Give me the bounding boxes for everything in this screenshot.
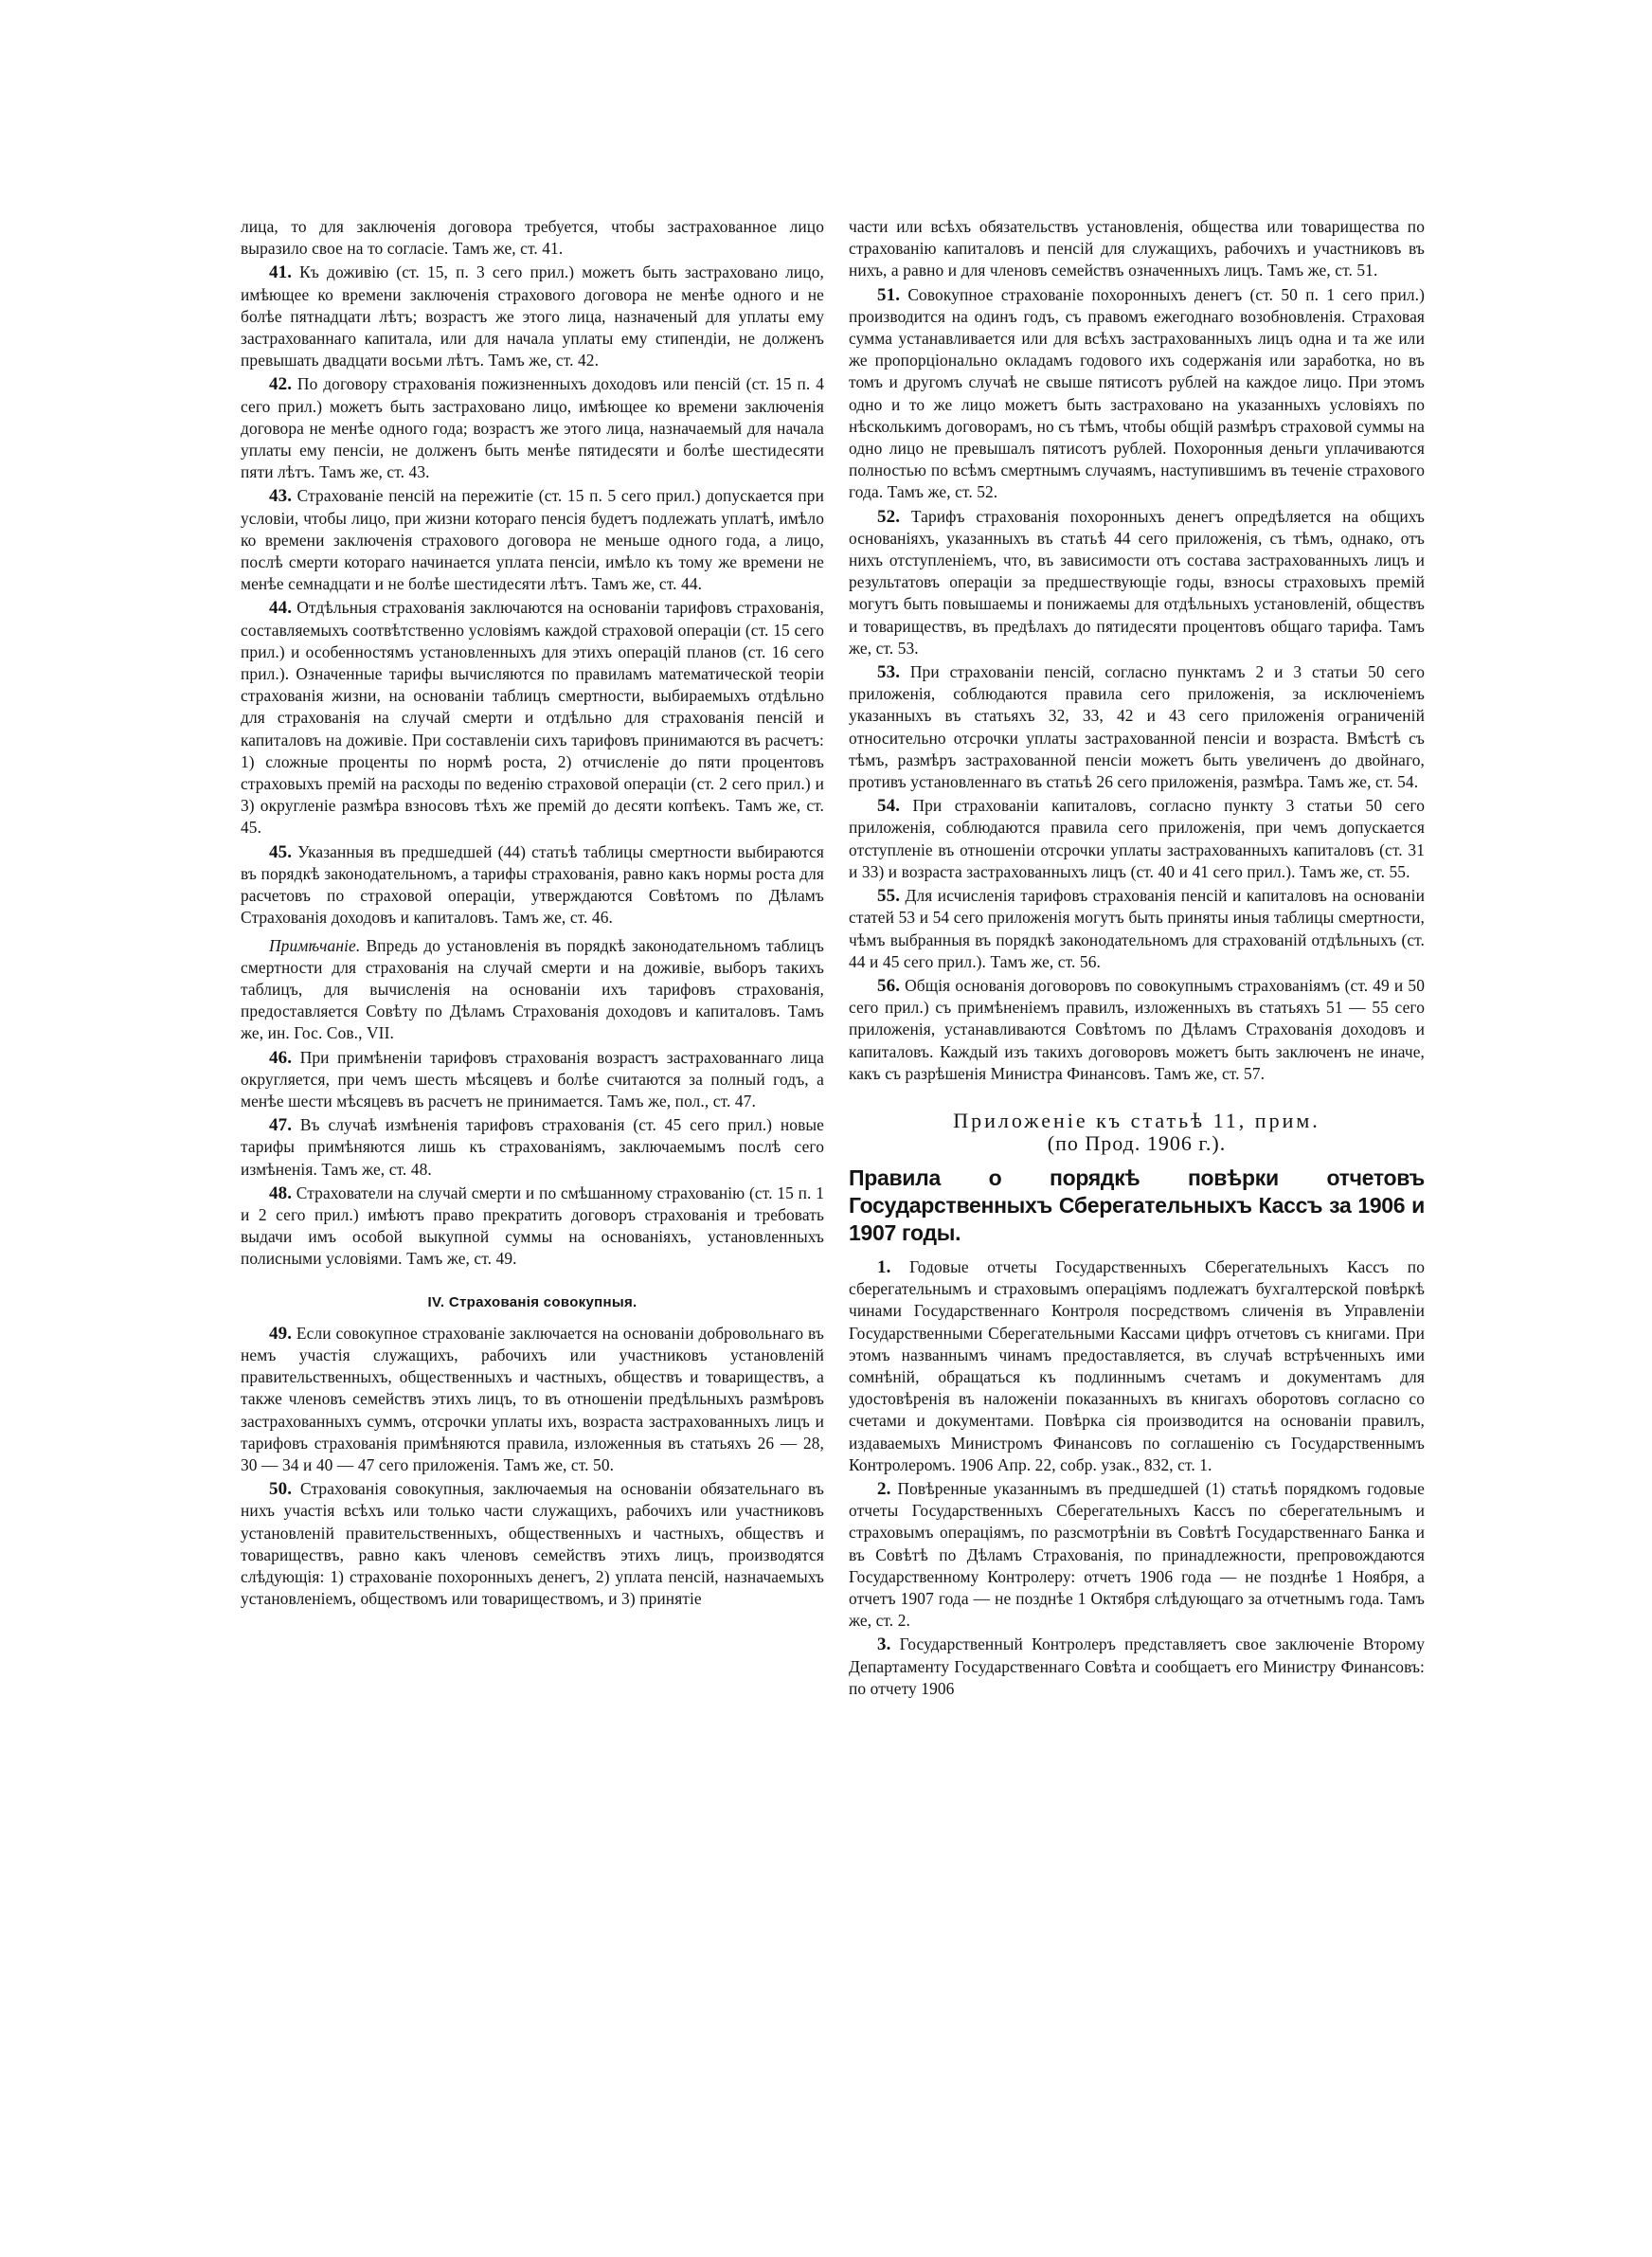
article-44: [241, 597, 824, 839]
article-56: [849, 975, 1425, 1085]
article-text: Государственный Контролеръ представляетъ свое заключеніе Второму Департаменту Государственнаго Совѣта и сообщаетъ его Министру Финансовъ: по отчету 1906: [849, 1634, 1425, 1698]
article-number: 47.: [269, 1115, 293, 1136]
article-text: Если совокупное страхованіе заключается на основаніи добровольнаго въ немъ участія служащихъ, рабочихъ или участниковъ установленій правительственныхъ, общественныхъ и частныхъ, обществъ и товариществъ, а также членовъ семействъ этихъ лицъ, то въ отношеніи предѣльныхъ размѣровъ застрахованныхъ суммъ, отсрочки уплаты ихъ, возраста застрахованныхъ лицъ и тарифовъ страхованія примѣняются правила, изложенныя въ статьяхъ 26 — 28, 30 — 34 и 40 — 47 сего приложенія. Тамъ же, ст. 50.: [241, 1323, 824, 1474]
article-number: 42.: [269, 374, 293, 395]
article-text: Совокупное страхованіе похоронныхъ денегъ (ст. 50 п. 1 сего прил.) производится на одинъ годъ, съ правомъ ежегоднаго возобновленія. Страховая сумма устанавливается или для всѣхъ застрахованныхъ лицъ одна и та же или же пропорціонально окладамъ годового ихъ содержанія или заработка, но въ томъ и другомъ случаѣ не свыше пятисотъ рублей на каждое лицо. При этомъ одно и то же лицо можетъ быть застраховано на указанныхъ условіяхъ по нѣсколькимъ договорамъ, но съ тѣмъ, чтобы общій размѣръ страховой суммы на одно лицо не превышалъ пятисотъ рублей. Похоронныя деньги уплачиваются полностью по всѣмъ смертнымъ случаямъ, наступившимъ въ теченіе страхового года. Тамъ же, ст. 52.: [849, 284, 1425, 502]
article-text: Страхованія совокупныя, заключаемыя на основаніи обязательнаго въ нихъ участія всѣхъ или только части служащихъ, рабочихъ или участниковъ установленій правительственныхъ, общественныхъ и частныхъ, обществъ и товариществъ, равно какъ членовъ семействъ этихъ лицъ, производятся слѣдующія: 1) страхованіе похоронныхъ денегъ, 2) уплата пенсій, назначаемыхъ установленіемъ, обществомъ или товариществомъ, и 3) принятіе: [241, 1479, 824, 1609]
article-number: 48.: [269, 1183, 293, 1203]
article-number: 41.: [269, 262, 293, 283]
article-43: [241, 485, 824, 595]
rule-2: [849, 1478, 1425, 1632]
article-41: [241, 262, 824, 371]
article-number: 52.: [877, 506, 901, 527]
paragraph-continuation: лица, то для заключенія договора требуется, чтобы застрахованное лицо выразило свое на то согласіе. Тамъ же, ст. 41.: [241, 217, 824, 259]
article-number: 51.: [877, 284, 901, 305]
appendix-heading: [849, 1110, 1425, 1155]
article-text: Тарифъ страхованія похоронныхъ денегъ опредѣляется на общихъ основаніяхъ, указанныхъ въ статьѣ 44 сего приложенія, съ тѣмъ, однако, отъ нихъ отступленіемъ, что, въ зависимости отъ состава застрахованныхъ лицъ и результатовъ операціи за предшествующіе годы, взносы страховыхъ премій могутъ быть повышаемы и понижаемы для отдѣльныхъ установленій, обществъ и товариществъ, въ предѣлахъ до пятидесяти процентовъ общаго тарифа. Тамъ же, ст. 53.: [849, 506, 1425, 658]
section-heading: IV. Страхованія совокупныя.: [427, 1293, 637, 1310]
article-text: Указанныя въ предшедшей (44) статьѣ таблицы смертности выбираются въ порядкѣ законодательномъ, а тарифы страхованія, равно какъ нормы роста для расчетовъ по страховой операціи, утверждаются Совѣтомъ по Дѣламъ Страхованія доходовъ и капиталовъ. Тамъ же, ст. 46.: [241, 841, 824, 928]
note-text: Впредь до установленія въ порядкѣ законодательномъ таблицъ смертности для страхованія на случай смерти и на доживіе, выборъ такихъ таблицъ, для вычисленія на основаніи ихъ тарифовъ страхованія, предоставляется Совѣту по Дѣламъ Страхованія доходовъ и капиталовъ. Тамъ же, ин. Гос. Сов., VII.: [241, 935, 824, 1043]
article-number: 3.: [877, 1634, 891, 1655]
article-text: Повѣренные указаннымъ въ предшедшей (1) статьѣ порядкомъ годовые отчеты Государственныхъ Сберегательныхъ Кассъ по сберегательнымъ и страховымъ операціямъ, по разсмотрѣніи въ Совѣтѣ Государственнаго Банка и въ Совѣтѣ по Дѣламъ Страхованія, по принадлежности, препровождаются Государственному Контролеру: отчетъ 1906 года — не позднѣе 1 Ноября, а отчетъ 1907 года — не позднѣе 1 Октября слѣдующаго за отчетнымъ года. Тамъ же, ст. 2.: [849, 1478, 1425, 1631]
article-47: [241, 1114, 824, 1181]
article-50: [241, 1478, 824, 1610]
right-column: [849, 216, 1425, 1702]
note-label: Примѣчаніе.: [269, 935, 361, 955]
article-text: Отдѣльныя страхованія заключаются на основаніи тарифовъ страхованія, составляемыхъ соотвѣтственно условіямъ каждой страховой операціи (ст. 15 сего прил.) и особенностямъ установленныхъ для этихъ операцій планов (ст. 16 сего прил.). Означенные тарифы вычисляются по правиламъ математической теоріи страхованія жизни, на основаніи таблицъ смертности, выбираемыхъ отдѣльно для страхованія на случай смерти и отдѣльно для страхованія пенсій и капиталовъ на доживіе. При составленіи сихъ тарифовъ принимаются въ расчетъ: 1) сложные проценты по нормѣ роста, 2) отчисленіе до пяти процентовъ страховыхъ премій на расходы по веденію страховой операціи (ст. 2 сего прил.) и 3) округленіе размѣра взносовъ тѣхъ же премій до десяти копѣекъ. Тамъ же, ст. 45.: [241, 598, 824, 838]
article-54: [849, 795, 1425, 883]
appendix-title: Приложеніе къ статьѣ 11, прим.: [953, 1108, 1320, 1132]
article-number: 53.: [877, 662, 901, 683]
article-52: [849, 506, 1425, 659]
article-46: [241, 1047, 824, 1113]
article-text: Страхованіе пенсій на пережитіе (ст. 15 п. 5 сего прил.) допускается при условіи, чтобы лицо, при жизни котораго пенсія будетъ подлежать уплатѣ, имѣло ко времени заключенія страхового договора не меньше одного года, а лицо, послѣ смерти котораго начинается уплата пенсіи, имѣло къ тому же времени не менѣе семнадцати и не болѣе шестидесяти лѣтъ. Тамъ же, ст. 44.: [241, 486, 824, 594]
article-number: 54.: [877, 796, 901, 817]
note-paragraph: [241, 935, 824, 1045]
article-49: [241, 1323, 824, 1476]
article-number: 49.: [269, 1323, 293, 1344]
article-text: Въ случаѣ измѣненія тарифовъ страхованія (ст. 45 сего прил.) новые тарифы примѣняются лишь къ страхованіямъ, заключаемымъ послѣ сего измѣненія. Тамъ же, ст. 48.: [241, 1115, 824, 1179]
article-text: Къ доживію (ст. 15, п. 3 сего прил.) можетъ быть застраховано лицо, имѣющее ко времени заключенія страхового договора не менѣе одного и не болѣе пятнадцати лѣтъ; возрастъ же этого лица, назначеный для уплаты ему застрахованнаго капитала, или для начала уплаты ему стипендіи, не долженъ превышать двадцати восьми лѣтъ. Тамъ же, ст. 42.: [241, 262, 824, 370]
article-number: 56.: [877, 975, 901, 996]
article-text: При страхованіи пенсій, согласно пунктамъ 2 и 3 статьи 50 сего приложенія, соблюдаются правила сего приложенія, за исключеніемъ указанныхъ въ статьяхъ 32, 33, 42 и 43 сего приложенія ограниченій относительно отсрочки уплаты застрахованной пенсіи и возраста. Вмѣстѣ съ тѣмъ, размѣръ застрахованной пенсіи можетъ быть увеличенъ до двойнаго, противъ установленнаго въ статьѣ 26 сего приложенія, размѣра. Тамъ же, ст. 54.: [849, 662, 1425, 792]
article-53: [849, 661, 1425, 793]
article-text: По договору страхованія пожизненныхъ доходовъ или пенсій (ст. 15 п. 4 сего прил.) можетъ быть застраховано лицо, имѣющее ко времени заключенія договора не менѣе одного года; возрастъ же этого лица, назначаемый для начала уплаты ему пенсіи, не долженъ быть менѣе пятидесяти и болѣе шестидесяти пяти лѣтъ. Тамъ же, ст. 43.: [241, 374, 824, 482]
article-42: [241, 373, 824, 483]
article-48: [241, 1183, 824, 1271]
article-number: 45.: [269, 841, 293, 862]
article-text: Общія основанія договоровъ по совокупнымъ страхованіямъ (ст. 49 и 50 сего прил.) съ примѣненіемъ правилъ, изложенныхъ въ статьяхъ 51 — 55 сего приложенія, устанавливаются Совѣтомъ по Дѣламъ Страхованія доходовъ и капиталовъ. Каждый изъ такихъ договоровъ можетъ быть заключенъ не иначе, какъ съ разрѣшенія Министра Финансовъ. Тамъ же, ст. 57.: [849, 975, 1425, 1083]
article-text: При примѣненіи тарифовъ страхованія возрастъ застрахованнаго лица округляется, при чемъ шесть мѣсяцевъ и болѣе считаются за полный годъ, а менѣе шести мѣсяцевъ въ расчетъ не принимается. Тамъ же, пол., ст. 47.: [241, 1047, 824, 1110]
article-text: Страхователи на случай смерти и по смѣшанному страхованію (ст. 15 п. 1 и 2 сего прил.) имѣютъ право прекратить договоръ страхованія и требовать выдачи имъ особой выкупной суммы на основаніяхъ, установленныхъ полисными условіями. Тамъ же, ст. 49.: [241, 1183, 824, 1269]
article-55: [849, 885, 1425, 973]
article-number: 50.: [269, 1479, 293, 1500]
article-number: 43.: [269, 486, 293, 507]
rules-title: Правила о порядкѣ повѣрки отчетовъ Государственныхъ Сберегательныхъ Кассъ за 1906 и 1907 годы.: [849, 1165, 1425, 1245]
article-45: [241, 841, 824, 930]
article-51: [849, 284, 1425, 504]
article-number: 1.: [877, 1256, 891, 1277]
article-text: Для исчисленія тарифовъ страхованія пенсій и капиталовъ на основаніи статей 53 и 54 сего приложенія могутъ быть приняты иныя таблицы смертности, чѣмъ выбранныя въ порядкѣ законодательномъ для страхованій отдѣльныхъ (ст. 44 и 45 сего прил.). Тамъ же, ст. 56.: [849, 886, 1425, 971]
article-text: При страхованіи капиталовъ, согласно пункту 3 статьи 50 сего приложенія, соблюдаются правила сего приложенія, при чемъ допускается отступленіе въ отношеніи отсрочки уплаты застрахованныхъ капиталовъ (ст. 31 и 33) и возраста застрахованныхъ лицъ (ст. 40 и 41 сего прил.). Тамъ же, ст. 55.: [849, 796, 1425, 881]
article-text: Годовые отчеты Государственныхъ Сберегательныхъ Кассъ по сберегательнымъ и страховымъ операціямъ подлежатъ бухгалтерской повѣркѣ чинами Государственнаго Контроля посредствомъ сличенія въ Управленіи Государственными Сберегательными Кассами цифръ отчетовъ съ книгами. При этомъ названнымъ чинамъ предоставляется, въ случаѣ встрѣченныхъ ими сомнѣній, обращаться къ подлиннымъ счетамъ и документамъ для удостовѣренія въ наложеніи показанныхъ въ книгахъ оборотовъ согласно со счетами и документами. Повѣрка сія производится на основаніи правилъ, издаваемыхъ Министромъ Финансовъ по соглашенію съ Государственнымъ Контролеромъ. 1906 Апр. 22, собр. узак., 832, ст. 1.: [849, 1256, 1425, 1474]
article-number: 55.: [877, 886, 901, 907]
rule-1: [849, 1256, 1425, 1476]
rule-3: [849, 1634, 1425, 1700]
paragraph-continuation: части или всѣхъ обязательствъ установленія, общества или товарищества по страхованію капиталовъ и пенсій для служащихъ, рабочихъ и участниковъ въ нихъ, а равно и для членовъ семействъ означенныхъ лицъ. Тамъ же, ст. 51.: [849, 217, 1425, 280]
left-column: [241, 216, 824, 1612]
article-number: 46.: [269, 1047, 293, 1068]
article-number: 2.: [877, 1478, 891, 1499]
appendix-subtitle: (по Прод. 1906 г.).: [1047, 1130, 1227, 1155]
article-number: 44.: [269, 598, 293, 619]
